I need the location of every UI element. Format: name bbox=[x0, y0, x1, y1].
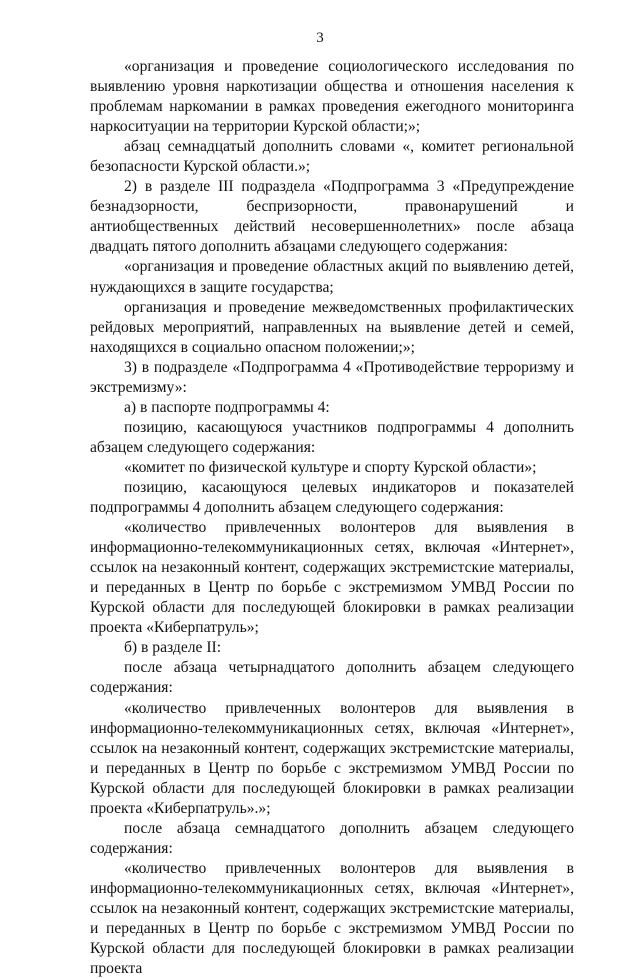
paragraph: после абзаца четырнадцатого дополнить абзацем следующего содержания: bbox=[90, 659, 574, 697]
paragraph: позицию, касающуюся целевых индикаторов и показателей подпрограммы 4 дополнить абзацем следующего содержания: bbox=[90, 478, 574, 517]
document-body bbox=[90, 57, 574, 979]
paragraph: 3) в подразделе «Подпрограмма 4 «Противодействие терроризму и экстремизму»: bbox=[90, 358, 574, 396]
paragraph: «количество привлеченных волонтеров для выявления в информационно-телекоммуникационных сетях, включая «Интернет», ссылок на незаконный контент, содержащих экстремистские материалы, и переданных в Центр по борьбе с экстремизмом УМВД России по Курской области для последующей блокировки в рамках реализации проекта «Киберпатруль».»; bbox=[90, 699, 574, 817]
paragraph: после абзаца семнадцатого дополнить абзацем следующего содержания: bbox=[90, 819, 574, 857]
paragraph: позицию, касающуюся участников подпрограммы 4 дополнить абзацем следующего содержания: bbox=[90, 418, 574, 456]
paragraph: организация и проведение межведомственных профилактических рейдовых мероприятий, направленных на выявление детей и семей, находящихся в социально опасном положении;»; bbox=[90, 298, 574, 356]
paragraph: «количество привлеченных волонтеров для выявления в информационно-телекоммуникационных сетях, включая «Интернет», ссылок на незаконный контент, содержащих экстремистские материалы, и переданных в Центр по борьбе с экстремизмом УМВД России по Курской области для последующей блокировки в рамках реализации проекта «Киберпатруль»; bbox=[90, 519, 574, 637]
paragraph: «организация и проведение областных акций по выявлению детей, нуждающихся в защите государства; bbox=[90, 258, 574, 296]
paragraph: б) в разделе II: bbox=[124, 639, 222, 657]
paragraph: «организация и проведение социологического исследования по выявлению уровня наркотизации общества и отношения населения к проблемам наркомании в рамках проведения ежегодного мониторинга наркоситуации на территории Курской области;»; bbox=[90, 58, 574, 136]
paragraph: «количество привлеченных волонтеров для выявления в информационно-телекоммуникационных сетях, включая «Интернет», ссылок на незаконный контент, содержащих экстремистские материалы, и переданных в Центр по борьбе с экстремизмом УМВД России по Курской области для последующей блокировки в рамках реализации проекта bbox=[90, 859, 574, 978]
paragraph: «комитет по физической культуре и спорту Курской области»; bbox=[124, 458, 537, 476]
page-number: 3 bbox=[316, 30, 324, 46]
paragraph: 2) в разделе III подраздела «Подпрограмма 3 «Предупреждение безнадзорности, беспризорности, правонарушений и антиобщественных действий несовершеннолетних» после абзаца двадцать пятого дополнить абзацами следующего содержания: bbox=[90, 178, 574, 256]
paragraph: абзац семнадцатый дополнить словами «, комитет региональной безопасности Курской области.»; bbox=[90, 138, 574, 176]
paragraph: а) в паспорте подпрограммы 4: bbox=[124, 398, 330, 416]
